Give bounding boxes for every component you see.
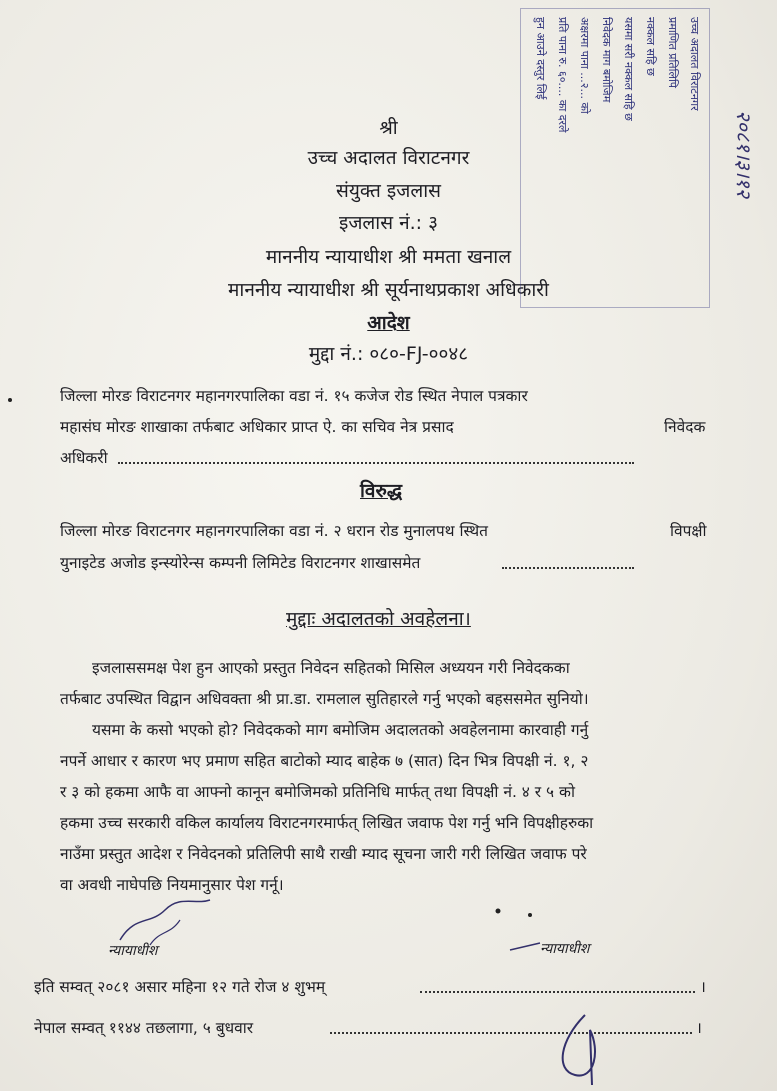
stamp-line-8: हुन आउने दस्तुर लिई	[534, 17, 547, 100]
case-number: मुद्दा नं.: ०८०-FJ-००४८	[308, 343, 469, 365]
petitioner-role: निवेदक	[664, 418, 706, 436]
subject-text: मुद्दाः अदालतको अवहेलना।	[286, 608, 471, 630]
respondent-dotted-line	[502, 567, 634, 569]
paragraph-1-line-1: इजलाससमक्ष पेश हुन आएको प्रस्तुत निवेदन सहितको मिसिल अध्ययन गरी निवेदकका	[92, 659, 570, 677]
left-judge-signature-label: न्यायाधीश	[108, 943, 158, 959]
stamp-line-2: प्रमाणित प्रतिलिपि	[666, 17, 679, 89]
stamp-line-4: यसमा सरी नक्कल सहि छ	[622, 17, 635, 121]
court-name: उच्च अदालत विराटनगर	[307, 147, 470, 169]
stamp-line-7: प्रति पाना रु. ६०.... का दरले	[556, 17, 569, 133]
paragraph-2-line-1: यसमा के कसो भएको हो? निवेदकको माग बमोजिम अदालतको अवहेलनामा कारवाही गर्नु	[92, 721, 589, 739]
date-line-2: नेपाल सम्वत् ११४४ तछलागा, ५ बुधवार	[34, 1019, 254, 1037]
date-line-1-end: ।	[700, 978, 706, 996]
stamp-line-3: नक्कल सहि छ	[644, 17, 657, 76]
judge-two: माननीय न्यायाधीश श्री सूर्यनाथप्रकाश अधिकारी	[228, 279, 549, 301]
stamp-line-1: उच्च अदालत विराटनगर	[688, 17, 701, 111]
stamp-date-area	[718, 110, 777, 290]
paragraph-2-line-5: नाउँमा प्रस्तुत आदेश र निवेदनको प्रतिलिपी साथै राखी म्याद सूचना जारी गरी लिखित जवाफ परे	[60, 845, 587, 863]
margin-mark	[8, 398, 12, 402]
date-line-1: इति सम्वत् २०८१ असार महिना १२ गते रोज ४ शुभम्	[34, 978, 326, 996]
respondent-line-2: युनाइटेड अजोड इन्स्योरेन्स कम्पनी लिमिटेड विराटनगर शाखासमेत	[60, 554, 421, 572]
petitioner-line-3: अधिकरी	[60, 449, 108, 467]
bottom-initial-scribble	[540, 1010, 620, 1090]
judge-one: माननीय न्यायाधीश श्री ममता खनाल	[265, 246, 512, 268]
bench-number: इजलास नं.: ३	[338, 212, 439, 234]
petitioner-dotted-line	[118, 462, 634, 464]
paragraph-2-line-6: वा अवधी नाघेपछि नियमानुसार पेश गर्नू।	[60, 876, 284, 894]
date-line-2-end: ।	[696, 1019, 702, 1037]
respondent-role: विपक्षी	[670, 522, 707, 540]
stamp-date: २०८१।३।१२	[732, 110, 756, 198]
petitioner-line-1: जिल्ला मोरङ विराटनगर महानगरपालिका वडा नं. १५ कजेज रोड स्थित नेपाल पत्रकार	[60, 387, 528, 405]
date-line-1-dots	[420, 991, 695, 993]
date-line-2-dots	[330, 1032, 692, 1034]
paragraph-2-line-2: नपर्ने आधार र कारण भए प्रमाण सहित बाटोको म्याद बाहेक ७ (सात) दिन भित्र विपक्षी नं. १, २	[60, 752, 589, 770]
stamp-line-6: अक्षरमा पाना ...२... को	[578, 17, 591, 114]
stamp-line-5: निवेदक माग बमोजिम	[600, 17, 613, 103]
versus-heading: विरुद्ध	[360, 480, 403, 502]
stamp-box	[520, 8, 710, 308]
paragraph-2-line-3: र ३ को हकमा आफै वा आफ्नो कानून बमोजिमको प्रतिनिधि मार्फत् तथा विपक्षी नं. ४ र ५ को	[60, 783, 575, 801]
respondent-line-1: जिल्ला मोरङ विराटनगर महानगरपालिका वडा नं. २ धरान रोड मुनालपथ स्थित	[60, 522, 488, 540]
header-shri: श्री	[379, 117, 398, 139]
right-judge-signature-label: न्यायाधीश	[540, 941, 590, 957]
paragraph-1-line-2: तर्फबाट उपस्थित विद्वान अधिवक्ता श्री प्रा.डा. रामलाल सुतिहारले गर्नु भएको बहससमेत सुनियो।	[60, 690, 589, 708]
paragraph-2-line-4: हकमा उच्च सरकारी वकिल कार्यालय विराटनगरमार्फत् लिखित जवाफ पेश गर्नु भनि विपक्षीहरुका	[60, 814, 594, 832]
bench-type: संयुक्त इजलास	[336, 180, 441, 202]
petitioner-line-2: महासंघ मोरङ शाखाका तर्फबाट अधिकार प्राप्त ऐ. का सचिव नेत्र प्रसाद	[60, 418, 454, 436]
order-title: आदेश	[367, 312, 410, 334]
certification-stamp	[520, 8, 710, 308]
subject-line	[286, 605, 471, 631]
